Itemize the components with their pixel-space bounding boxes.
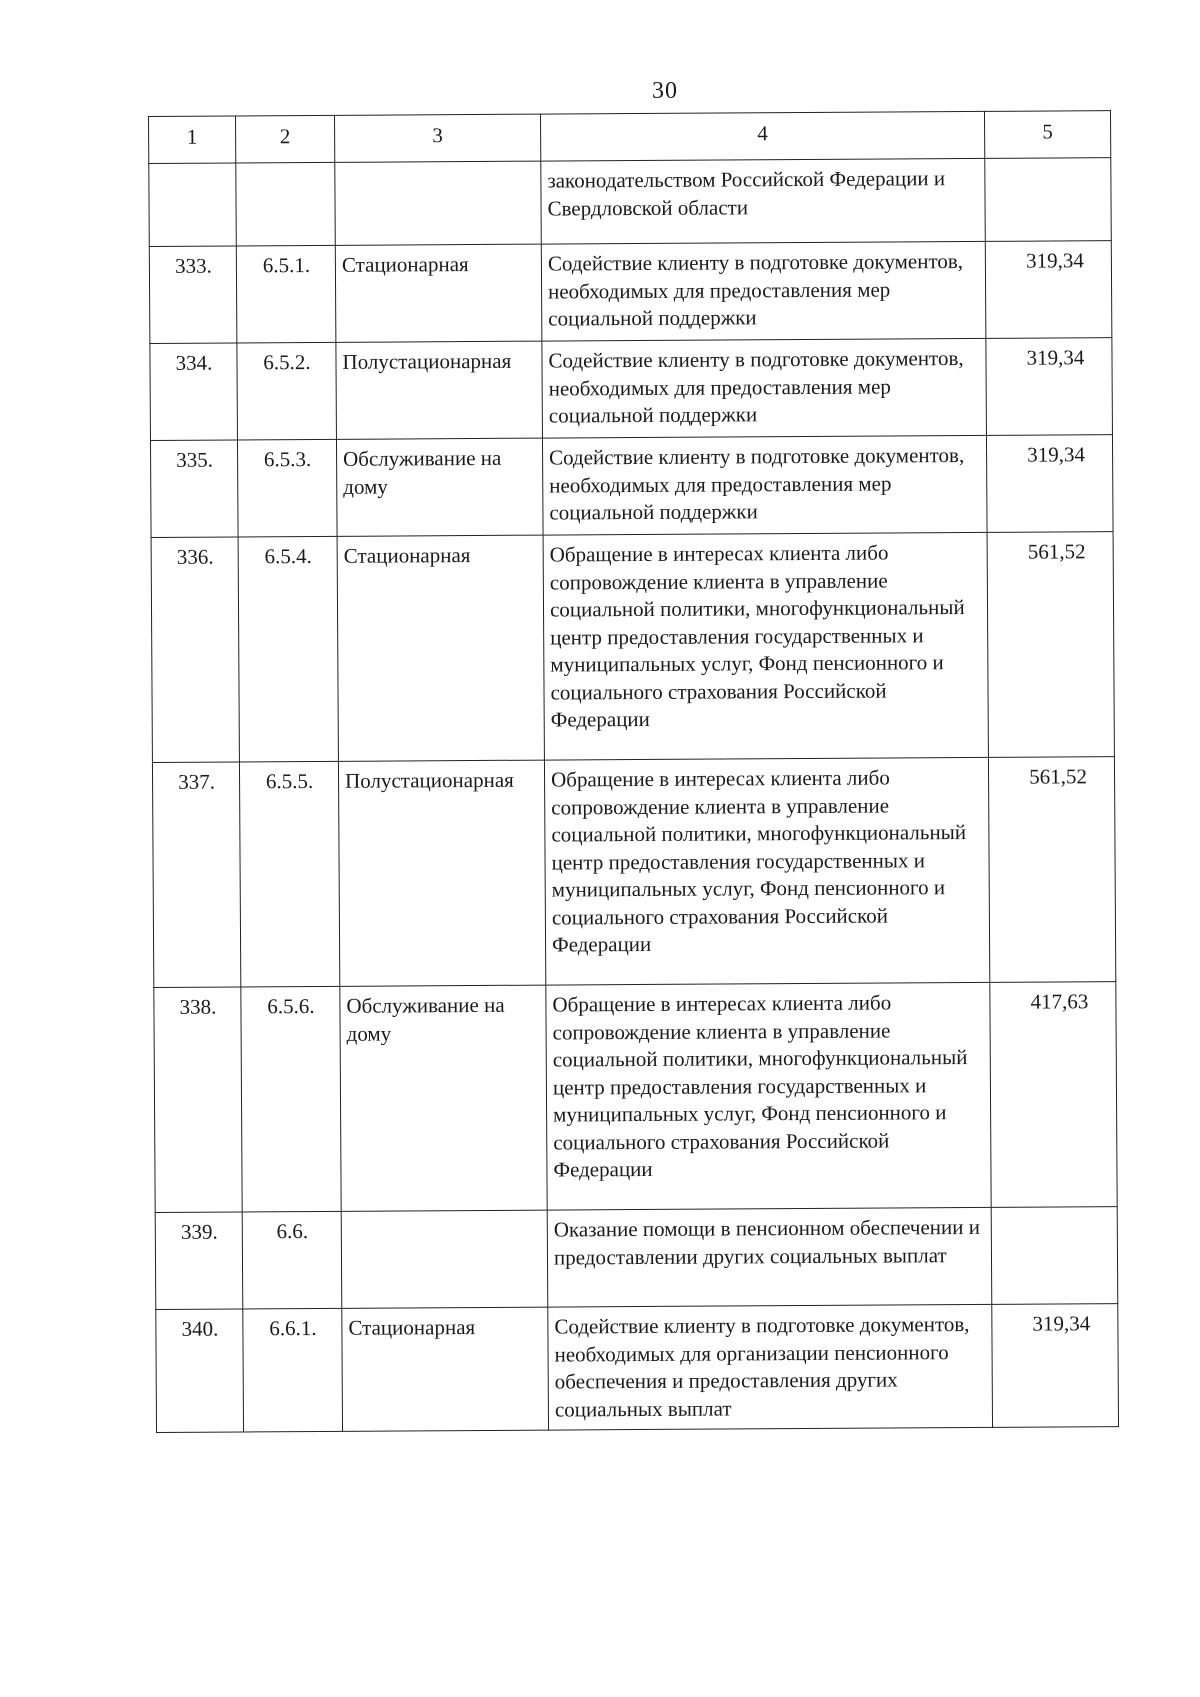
table-row-continuation (149, 158, 1111, 247)
cell-description: Содействие клиенту в подготовке документов, необходимых для предоставления мер социальной поддержки (542, 338, 987, 438)
table-row (150, 435, 1113, 538)
cell-code: 6.5.6. (241, 986, 341, 1212)
cell-price: 319,34 (985, 241, 1112, 339)
table-row (150, 338, 1113, 441)
cell-code: 6.6.1. (243, 1308, 343, 1432)
cell-description: Обращение в интересах клиента либо сопровождение клиента в управление социальной политики, многофункциональный центр предоставления государственных и муниципальных услуг, Фонд пенсионного и социального страхования Российской Федерации (546, 982, 991, 1210)
header-col-3: 3 (334, 114, 540, 162)
cell-price: 561,52 (988, 757, 1115, 983)
table-row (151, 532, 1114, 763)
cell-form (335, 161, 542, 245)
services-table (148, 110, 1119, 1433)
cell-form: Обслуживание на дому (336, 438, 543, 536)
cell-description: законодательством Российской Федерации и Свердловской области (541, 158, 985, 244)
cell-price (985, 158, 1112, 242)
cell-price: 319,34 (992, 1304, 1119, 1428)
cell-num: 337. (152, 762, 240, 988)
cell-price: 417,63 (990, 982, 1117, 1208)
header-col-4: 4 (540, 111, 984, 161)
page-number: 30 (652, 78, 678, 104)
cell-num (149, 163, 237, 247)
cell-code: 6.6. (242, 1211, 342, 1309)
cell-code: 6.5.5. (239, 761, 339, 987)
table-row (156, 1304, 1119, 1433)
table-header-row (149, 111, 1111, 164)
cell-num: 336. (151, 537, 239, 763)
cell-form: Стационарная (335, 244, 542, 342)
header-col-1: 1 (149, 116, 236, 164)
cell-price: 319,34 (986, 338, 1113, 436)
table-row (152, 757, 1115, 988)
cell-form: Полустационарная (338, 760, 545, 986)
cell-num: 333. (149, 246, 237, 344)
table-row (154, 982, 1117, 1213)
table-row (149, 241, 1112, 344)
cell-code: 6.5.3. (237, 439, 337, 537)
cell-description: Обращение в интересах клиента либо сопровождение клиента в управление социальной политики, многофункциональный центр предоставления государственных и муниципальных услуг, Фонд пенсионного и социального страхования Российской Федерации (544, 757, 989, 985)
cell-num: 335. (150, 440, 238, 538)
cell-description: Содействие клиенту в подготовке документов, необходимых для предоставления мер социальной поддержки (542, 435, 987, 535)
cell-form: Стационарная (342, 1307, 549, 1431)
cell-code: 6.5.4. (238, 536, 338, 762)
cell-code: 6.5.1. (236, 245, 336, 343)
cell-form: Полустационарная (336, 341, 543, 439)
cell-price (991, 1207, 1118, 1305)
cell-num: 339. (155, 1212, 243, 1310)
cell-description: Обращение в интересах клиента либо сопровождение клиента в управление социальной политики, многофункциональный центр предоставления государственных и муниципальных услуг, Фонд пенсионного и социального страхования Российской Федерации (543, 532, 988, 760)
cell-code: 6.5.2. (237, 342, 337, 440)
cell-code (236, 162, 336, 246)
cell-num: 334. (150, 343, 238, 441)
table-row (155, 1207, 1118, 1310)
cell-form: Обслуживание на дому (340, 985, 547, 1211)
cell-num: 338. (154, 987, 242, 1213)
cell-price: 319,34 (986, 435, 1113, 533)
cell-description: Содействие клиенту в подготовке документов, необходимых для организации пенсионного обеспечения и предоставления других социальных выплат (548, 1304, 993, 1430)
cell-description: Оказание помощи в пенсионном обеспечении и предоставлении других социальных выплат (547, 1207, 992, 1307)
cell-form: Стационарная (337, 535, 544, 761)
cell-num: 340. (156, 1309, 244, 1433)
header-col-5: 5 (984, 111, 1110, 159)
cell-price: 561,52 (987, 532, 1114, 758)
header-col-2: 2 (236, 115, 335, 163)
cell-form (341, 1210, 548, 1308)
cell-description: Содействие клиенту в подготовке документов, необходимых для предоставления мер социальной поддержки (541, 241, 986, 341)
